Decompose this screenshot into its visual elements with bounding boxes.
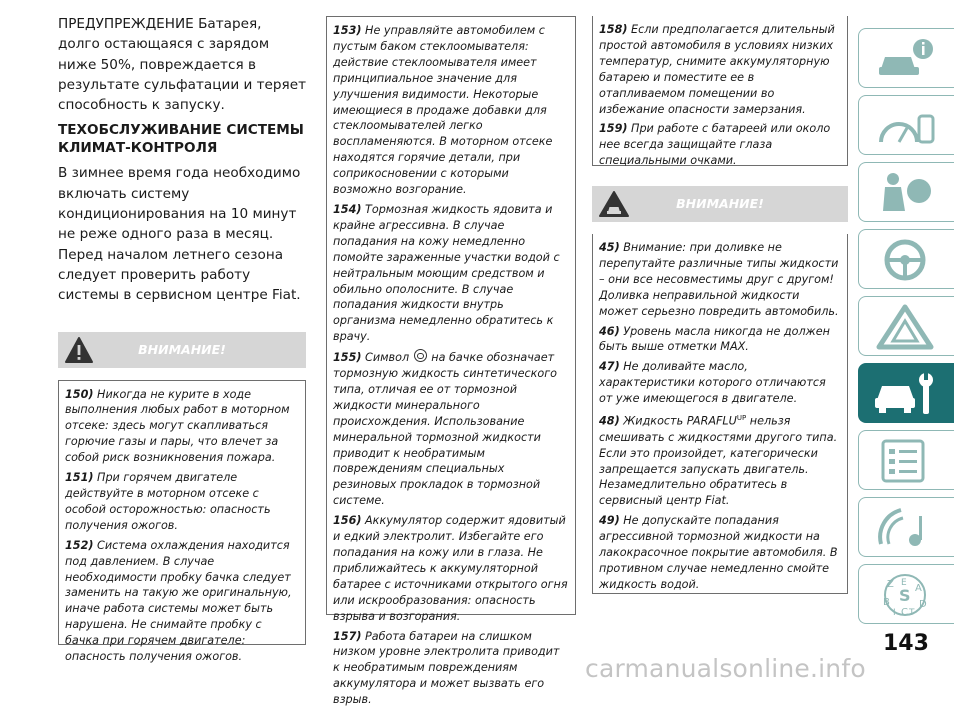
warning-item: 47) Не доливайте масло, характеристики которого отличаются от уже имеющегося в двигателе. — [599, 360, 826, 406]
car-wrench-icon — [875, 370, 937, 418]
svg-text:C: C — [901, 607, 908, 618]
warning-item: 158) Если предполагается длительный простой автомобиля в условиях низких температур, снимите аккумуляторную батарею и поместите ее в отапливаемом помещении во избежание опасности замерзания. — [599, 23, 835, 116]
right-column — [592, 16, 848, 594]
warning-title: ВНИМАНИЕ! — [138, 341, 226, 357]
brake-fluid-symbol-icon — [414, 349, 427, 362]
warning-item: 157) Работа батареи на слишком низком уровне электролита приводит к необратимым повреждениям аккумулятора и может вызвать его взрыв. — [333, 629, 560, 707]
svg-text:I: I — [893, 608, 896, 618]
svg-text:E: E — [901, 578, 907, 588]
warning-item: 153) Не управляйте автомобилем с пустым баком стеклоомывателя: действие стеклоомывателя имеет принципиальное значение для улучшения видимости. Некоторые имеющиеся в продаже добавки для стеклоомывателей легко воспламеняются. В моторном отсеке находятся горячие детали, при соприкосновении с которыми возможно возгорание. — [333, 24, 553, 197]
multimedia-icon — [875, 504, 937, 552]
warning-item: 156) Аккумулятор содержит ядовитый и едкий электролит. Избегайте его попадания на кожу или в глаза. Не приближайтесь к аккумуляторной батарее с источниками открытого огня или искрообразования: опасность взрыва и возгорания. — [333, 514, 568, 623]
warning-item: 49) Не допускайте попадания агрессивной тормозной жидкости на лакокрасочное покрытие автомобиля. В противном случае немедленно смойте жидкость водой. — [599, 514, 838, 591]
svg-text:T: T — [909, 608, 915, 618]
warning-item: 159) При работе с батареей или около нее всегда защищайте глаза специальными очками. — [599, 122, 831, 168]
warning-item: 155) Символ на бачке обозначает тормозную жидкость синтетического типа, отличая ее от тормозной жидкости минерального происхождения. Использование минеральной тормозной жидкости приводит к необратимым повреждениям специальных резиновых прокладок в тормозной системе. — [333, 351, 558, 508]
tab-dashboard[interactable] — [858, 95, 954, 155]
car-info-icon — [875, 35, 937, 83]
climate-maintenance-text: В зимнее время года необходимо включать систему кондиционирования на 10 минут не реже одного раза в месяц. Перед началом летнего сезона следует проверить работу системы в сервисном центре Fiat. — [58, 165, 301, 304]
svg-text:A: A — [915, 583, 922, 594]
steering-wheel-icon — [875, 236, 937, 284]
airbag-icon — [875, 169, 937, 217]
battery-warning-text: ПРЕДУПРЕЖДЕНИЕ Батарея, долго остающаяся с зарядом ниже 50%, повреждается в результате сульфатации и теряет способность к запуску. — [58, 16, 307, 114]
svg-text:Z: Z — [887, 579, 894, 590]
alphabet-index-icon — [875, 571, 937, 619]
tab-emergency[interactable] — [858, 296, 954, 356]
watermark: carmanualsonline.info — [585, 654, 866, 683]
caution-banner — [592, 186, 848, 222]
page-number: 143 — [883, 631, 929, 656]
warning-banner — [58, 332, 306, 368]
top-warning-box — [592, 16, 848, 166]
warning-item: 46) Уровень масла никогда не должен быть выше отметки MAX. — [599, 324, 830, 354]
middle-warning-box — [326, 16, 576, 707]
svg-text:D: D — [919, 599, 927, 610]
warning-item: 152) Система охлаждения находится под давлением. В случае необходимости пробку бачка следует заменить на такую же оригинальную, иначе работа системы может быть нарушена. Не снимайте пробку с бачка при горячем двигателе: опасность получения ожогов. — [65, 538, 292, 664]
tab-safety[interactable] — [858, 162, 954, 222]
caution-box — [592, 234, 848, 594]
warning-box — [58, 380, 306, 664]
warning-triangle-icon — [875, 303, 937, 351]
tab-multimedia[interactable] — [858, 497, 954, 557]
left-column — [58, 14, 307, 664]
chapter-tabs — [858, 28, 960, 631]
section-heading: ТЕХОБСЛУЖИВАНИЕ СИСТЕМЫ КЛИМАТ-КОНТРОЛЯ — [58, 122, 304, 157]
warning-item: 150) Никогда не курите в ходе выполнения любых работ в моторном отсеке: здесь могут скапливаться горючие газы и пары, что влечет за собой риск возникновения пожара. — [65, 387, 290, 465]
warning-item: 151) При горячем двигателе действуйте в моторном отсеке с особой осторожностью: опасность получения ожогов. — [65, 471, 271, 532]
tab-starting-driving[interactable] — [858, 229, 954, 289]
tab-index[interactable] — [858, 564, 954, 624]
dashboard-icon — [875, 102, 937, 150]
warning-item: 45) Внимание: при доливке не перепутайте различные типы жидкости – они все несовместимы друг с другом! Доливка неправильной жидкости может серьезно повредить автомобиль. — [599, 241, 839, 318]
tab-servicing[interactable] — [858, 363, 954, 423]
svg-text:B: B — [883, 597, 890, 608]
specs-list-icon — [875, 437, 937, 485]
warning-title: ВНИМАНИЕ! — [676, 196, 764, 211]
tab-technical-data[interactable] — [858, 430, 954, 490]
tab-car-info[interactable] — [858, 28, 954, 88]
svg-text:S: S — [899, 586, 911, 605]
warning-item: 48) Жидкость $PARAFLU^{UP}$ нельзя смешивать с жидкостями другого типа. Если это произойдет, категорически запрещается запускать двигатель. Незамедлительно обратитесь в сервисный центр Fiat. — [599, 414, 838, 508]
warning-item: 154) Тормозная жидкость ядовита и крайне агрессивна. В случае попадания на кожу немедленно помойте зараженные участки водой с нейтральным моющим средством и обильно ополосните. В случае попадания жидкости внутрь организма немедленно обратитесь к врачу. — [333, 202, 560, 344]
